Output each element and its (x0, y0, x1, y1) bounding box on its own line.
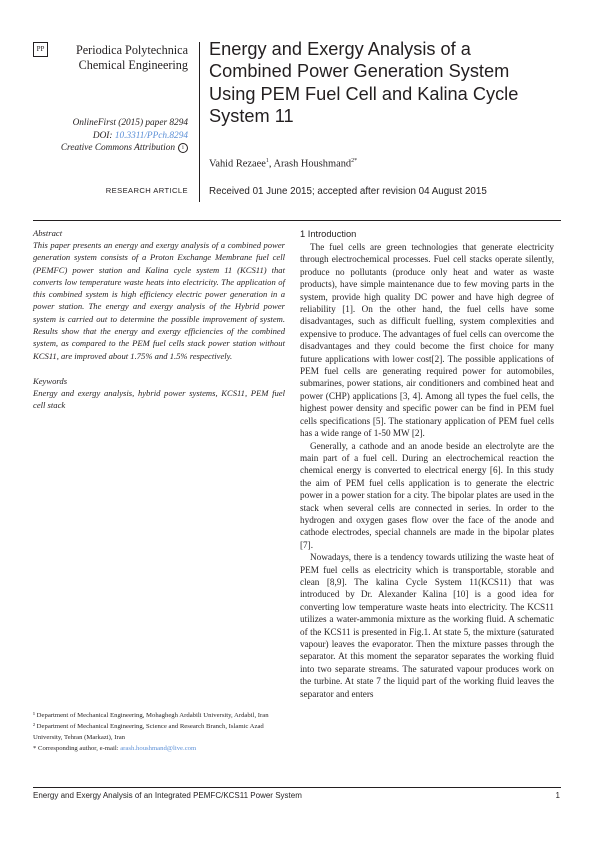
abstract-heading: Abstract (33, 228, 63, 238)
keywords-text: Energy and exergy analysis, hybrid power systems, KCS11, PEM fuel cell stack (33, 387, 285, 411)
authors (209, 158, 549, 169)
footnote-1: ¹ Department of Mechanical Engineering, Mohaghegh Ardabili University, Ardabil, Iran (33, 712, 269, 719)
author-2: Arash Houshmand (273, 158, 352, 170)
article-type: RESEARCH ARTICLE (105, 186, 188, 195)
author-1-affil: 1 (265, 158, 269, 164)
footer-rule (33, 787, 561, 788)
journal-name-line2: Chemical Engineering (78, 58, 188, 72)
article-meta (33, 117, 188, 155)
license-text: Creative Commons Attribution (60, 143, 175, 153)
footnote-3-prefix: * Corresponding author, e-mail: (33, 745, 121, 752)
issue-info: OnlineFirst (2015) paper 8294 (72, 118, 188, 128)
keywords-heading: Keywords (33, 375, 68, 386)
page-number: 1 (555, 791, 560, 800)
journal-logo: PP (33, 42, 48, 57)
author-1: Vahid Rezaee (209, 158, 266, 170)
doi-label: DOI: (92, 130, 115, 141)
doi-line (33, 130, 188, 143)
right-column (300, 228, 554, 700)
article-title: Energy and Exergy Analysis of a Combined Power Generation System Using PEM Fuel Cell and Kalina Cycle System 11 (209, 39, 519, 127)
author-email-link[interactable]: arash.houshmand@live.com (120, 745, 197, 752)
header-divider (199, 42, 200, 202)
intro-paragraph-1: The fuel cells are green technologies that generate electricity through electrochemical processes. Fuel cell stacks operate silently, produce no pollutants (produce only heat and water as waste products), have simple maintenance due to few moving parts in the system, provide high quality DC power and have high degree of reliability [1]. On the other hand, the fuel cells have some disadvantages, such as difficult fuelling, system complexities and expensive to produce. The advantages of fuel cells can overcome the disadvantages and they could become the first choice for many future applications with lower cost[2]. The possible applications of PEM fuel cells are generating required power for automobiles, submarines, power stations, air conditioners and combined heat and power (CHP) applications [3, 4]. Among all types the fuel cells, the highest power density and specific power can be find in PEM fuel cells specifications [5]. The stationary application of PEM fuel cells has a wide range of 1-50 MW [2]. (300, 242, 554, 439)
journal-name-line1: Periodica Polytechnica (75, 43, 188, 57)
footnote-3 (33, 743, 285, 754)
doi-link[interactable]: 10.3311/PPch.8294 (114, 130, 188, 141)
footnotes (33, 710, 285, 754)
footnote-2: ² Department of Mechanical Engineering, Science and Research Branch, Islamic Azad University, Tehran (Markazi), Iran (33, 723, 264, 741)
header-rule (33, 220, 561, 221)
intro-paragraph-2: Generally, a cathode and an anode beside an electrolyte are the main part of a fuel cell. During an electrochemical reaction the chemical energy is converted to electrical energy [6]. In this study the aim of PEM fuel cells application is to generate the electric power in a power station for a city. The bipolar plates are used in the stack when several cells are connected in series. In order to the hydrogen and oxygen gases flow over the face of the anode and cathode electrodes, special channels are made in the bipolar plates [7]. (300, 440, 554, 550)
cc-by-icon: i (178, 143, 188, 153)
license-line (33, 142, 188, 155)
intro-heading: 1 Introduction (300, 229, 357, 239)
author-separator: , (268, 158, 274, 170)
author-2-affil: 2* (351, 158, 358, 164)
intro-paragraph-3: Nowadays, there is a tendency towards utilizing the waste heat of PEM fuel cells as electricity which is transportable, storable and clean [8,9]. The kalina Cycle System 11(KCS11) that was introduced by Dr. Alexander Kalina [10] is a good idea for converting low temperature waste heats into electricity. The KCS11 utilizes a water-ammonia mixture as the working fluid. A schematic of the KCS11 is presented in Fig.1. At state 5, the mixture (saturated vapour) leaves the evaporator. Then the mixture passes through the separator. At this moment the separator separates the working fluid into two separate streams. The saturated vapour produces work on the turbine. At state 7 the liquid part of the working fluid leaves the separator and enters (300, 552, 554, 699)
received-dates: Received 01 June 2015; accepted after revision 04 August 2015 (209, 186, 487, 197)
running-title: Energy and Exergy Analysis of an Integrated PEMFC/KCS11 Power System (33, 791, 302, 800)
left-column (33, 228, 285, 412)
abstract-text: This paper presents an energy and exergy analysis of a combined power generation system consists of a Proton Exchange Membrane fuel cell (PEMFC) power station and Kalina cycle system 11 (KCS11) that converts low temperature waste heats into electricity. The application of this combined system is high efficiency electric power generation in a power station. The energy and exergy analysis of the Hybrid power system is carried out to determine the possible improvement of system. Results show that the energy and exergy efficiencies of the combined system, as compared to the PEM fuel cells stack power station without KCS11, are improved about 1.75% and 1.5% respectively. (33, 240, 285, 361)
